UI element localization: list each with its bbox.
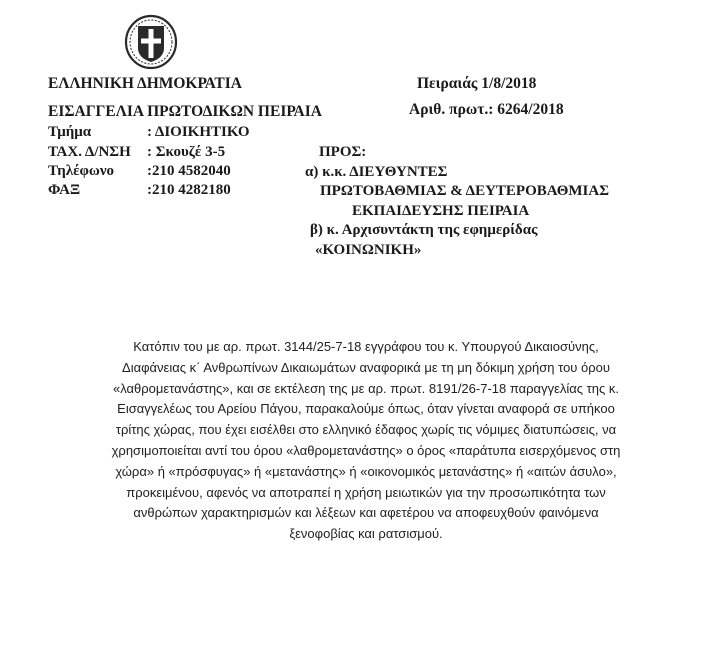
letter-body (52, 337, 680, 545)
greek-coat-of-arms-icon (124, 14, 178, 70)
body-line: «λαθρομετανάστης», και σε εκτέλεση της με αρ. πρωτ. 8191/26-7-18 παραγγελίας της κ. (112, 380, 619, 396)
recipient-line: β) κ. Αρχισυντάκτη της εφημερίδας (310, 222, 538, 238)
protocol-number: Αριθ. πρωτ.: 6264/2018 (409, 101, 564, 118)
office-heading: ΕΙΣΑΓΓΕΛΙΑ ΠΡΩΤΟΔΙΚΩΝ ΠΕΙΡΑΙΑ (48, 103, 322, 120)
recipient-line: «ΚΟΙΝΩΝΙΚΗ» (315, 241, 422, 258)
recipients-heading: ΠΡΟΣ: (319, 144, 367, 160)
fax-label: ΦΑΞ (48, 182, 81, 198)
body-line: ανθρώπων χαρακτηρισμών και λέξεων και αφετέρου να αποφευχθούν φαινόμενα (133, 505, 599, 521)
body-line: Κατόπιν του με αρ. πρωτ. 3144/25-7-18 εγγράφου του κ. Υπουργού Δικαιοσύνης, (133, 339, 599, 354)
recipients-block (305, 143, 609, 260)
department-value: : ΔΙΟΙΚΗΤΙΚΟ (147, 124, 250, 140)
body-line: προκειμένου, αφενός να αποτραπεί η χρήση μειωτικών για την προσωπικότητα των (126, 484, 606, 500)
address-value: : Σκουζέ 3-5 (147, 144, 226, 160)
fax-value: :210 4282180 (147, 182, 231, 198)
address-label: ΤΑΧ. Δ/ΝΣΗ (48, 144, 131, 160)
department-label: Τμήμα (48, 124, 92, 140)
recipient-line: ΕΚΠΑΙΔΕΥΣΗΣ ΠΕΙΡΑΙΑ (352, 202, 530, 219)
body-line: χώρα» ή «πρόσφυγας» ή «μετανάστης» ή «οικονομικός μετανάστης» ή «αιτών άσυλο», (115, 463, 617, 479)
phone-value: :210 4582040 (147, 163, 231, 179)
recipient-line: α) κ.κ. ΔΙΕΥΘΥΝΤΕΣ (305, 163, 448, 180)
body-line: Διαφάνειας κ΄ Ανθρωπίνων Δικαιωμάτων αναφορικά με τη μη δόκιμη χρήση του όρου (122, 359, 610, 375)
country-heading: ΕΛΛΗΝΙΚΗ ΔΗΜΟΚΡΑΤΙΑ (48, 75, 242, 92)
body-line: τρίτης χώρας, που έχει εισέλθει στο ελληνικό έδαφος χωρίς τις νόμιμες διατυπώσεις, να (115, 422, 617, 438)
body-line: χρησιμοποιείται αντί του όρου «λαθρομετανάστης» ο όρος «παράτυπα εισερχόμενος στη (111, 442, 621, 458)
place-date: Πειραιάς 1/8/2018 (417, 75, 537, 92)
recipient-line: ΠΡΩΤΟΒΑΘΜΙΑΣ & ΔΕΥΤΕΡΟΒΑΘΜΙΑΣ (320, 183, 610, 199)
body-line: ξενοφοβίας και ρατσισμού. (289, 526, 443, 542)
body-line: Εισαγγελέως του Αρείου Πάγου, παρακαλούμε όπως, όταν γίνεται αναφορά σε υπήκοο (117, 401, 615, 417)
phone-label: Τηλέφωνο (48, 163, 115, 179)
